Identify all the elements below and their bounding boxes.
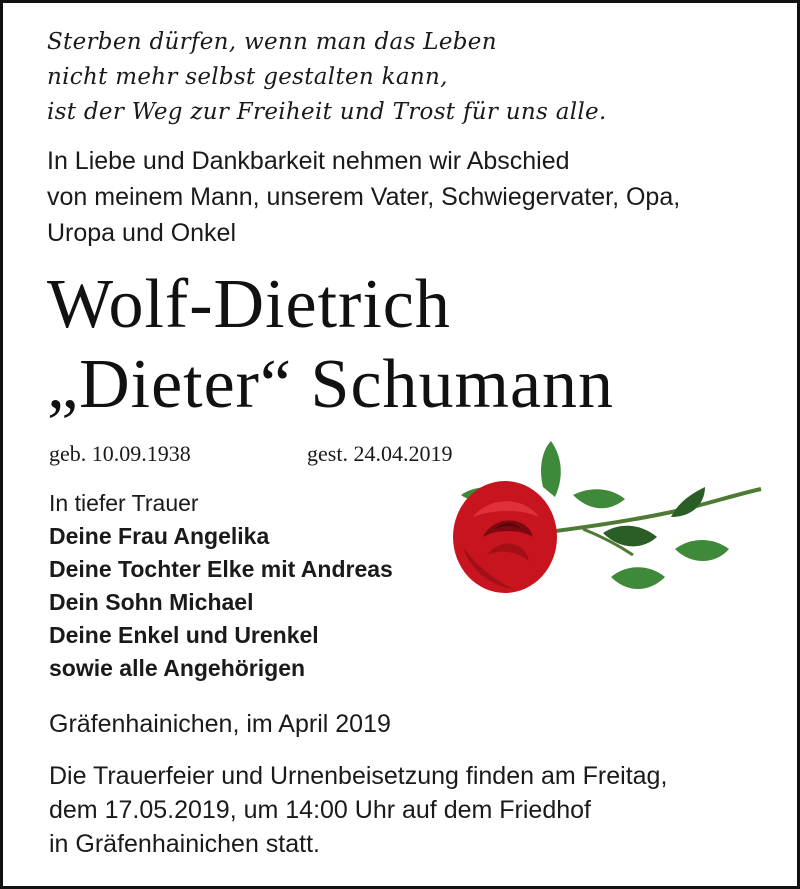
place-and-date: Gräfenhainichen, im April 2019 bbox=[49, 710, 391, 738]
poem-line: ist der Weg zur Freiheit und Trost für uns alle. bbox=[47, 99, 607, 125]
mourners-block bbox=[49, 487, 469, 685]
mourners-heading: In tiefer Trauer bbox=[49, 490, 199, 516]
poem-line: nicht mehr selbst gestalten kann, bbox=[47, 64, 448, 90]
mourner-name: Deine Tochter Elke mit Andreas bbox=[49, 556, 393, 582]
service-line: dem 17.05.2019, um 14:00 Uhr auf dem Friedhof bbox=[49, 796, 591, 824]
mourner-name: sowie alle Angehörigen bbox=[49, 655, 306, 681]
intro-line: von meinem Mann, unserem Vater, Schwiegervater, Opa, bbox=[47, 183, 681, 211]
poem bbox=[47, 25, 767, 130]
red-rose-icon bbox=[443, 437, 773, 617]
mourner-name: Deine Enkel und Urenkel bbox=[49, 622, 319, 648]
intro-line: Uropa und Onkel bbox=[47, 219, 237, 247]
intro-line: In Liebe und Dankbarkeit nehmen wir Abschied bbox=[47, 147, 570, 175]
poem-line: Sterben dürfen, wenn man das Leben bbox=[47, 29, 497, 55]
birth-date: geb. 10.09.1938 bbox=[49, 441, 191, 466]
mourner-name: Dein Sohn Michael bbox=[49, 589, 254, 615]
service-line: in Gräfenhainichen statt. bbox=[49, 830, 320, 858]
death-date: gest. 24.04.2019 bbox=[307, 441, 453, 466]
name-line-1: Wolf-Dietrich bbox=[47, 266, 451, 343]
name-line-2: „Dieter“ Schumann bbox=[47, 346, 615, 423]
service-line: Die Trauerfeier und Urnenbeisetzung finden am Freitag, bbox=[49, 762, 668, 790]
intro-text bbox=[47, 143, 787, 251]
deceased-name bbox=[47, 265, 787, 425]
mourner-name: Deine Frau Angelika bbox=[49, 523, 270, 549]
service-info bbox=[49, 759, 789, 861]
